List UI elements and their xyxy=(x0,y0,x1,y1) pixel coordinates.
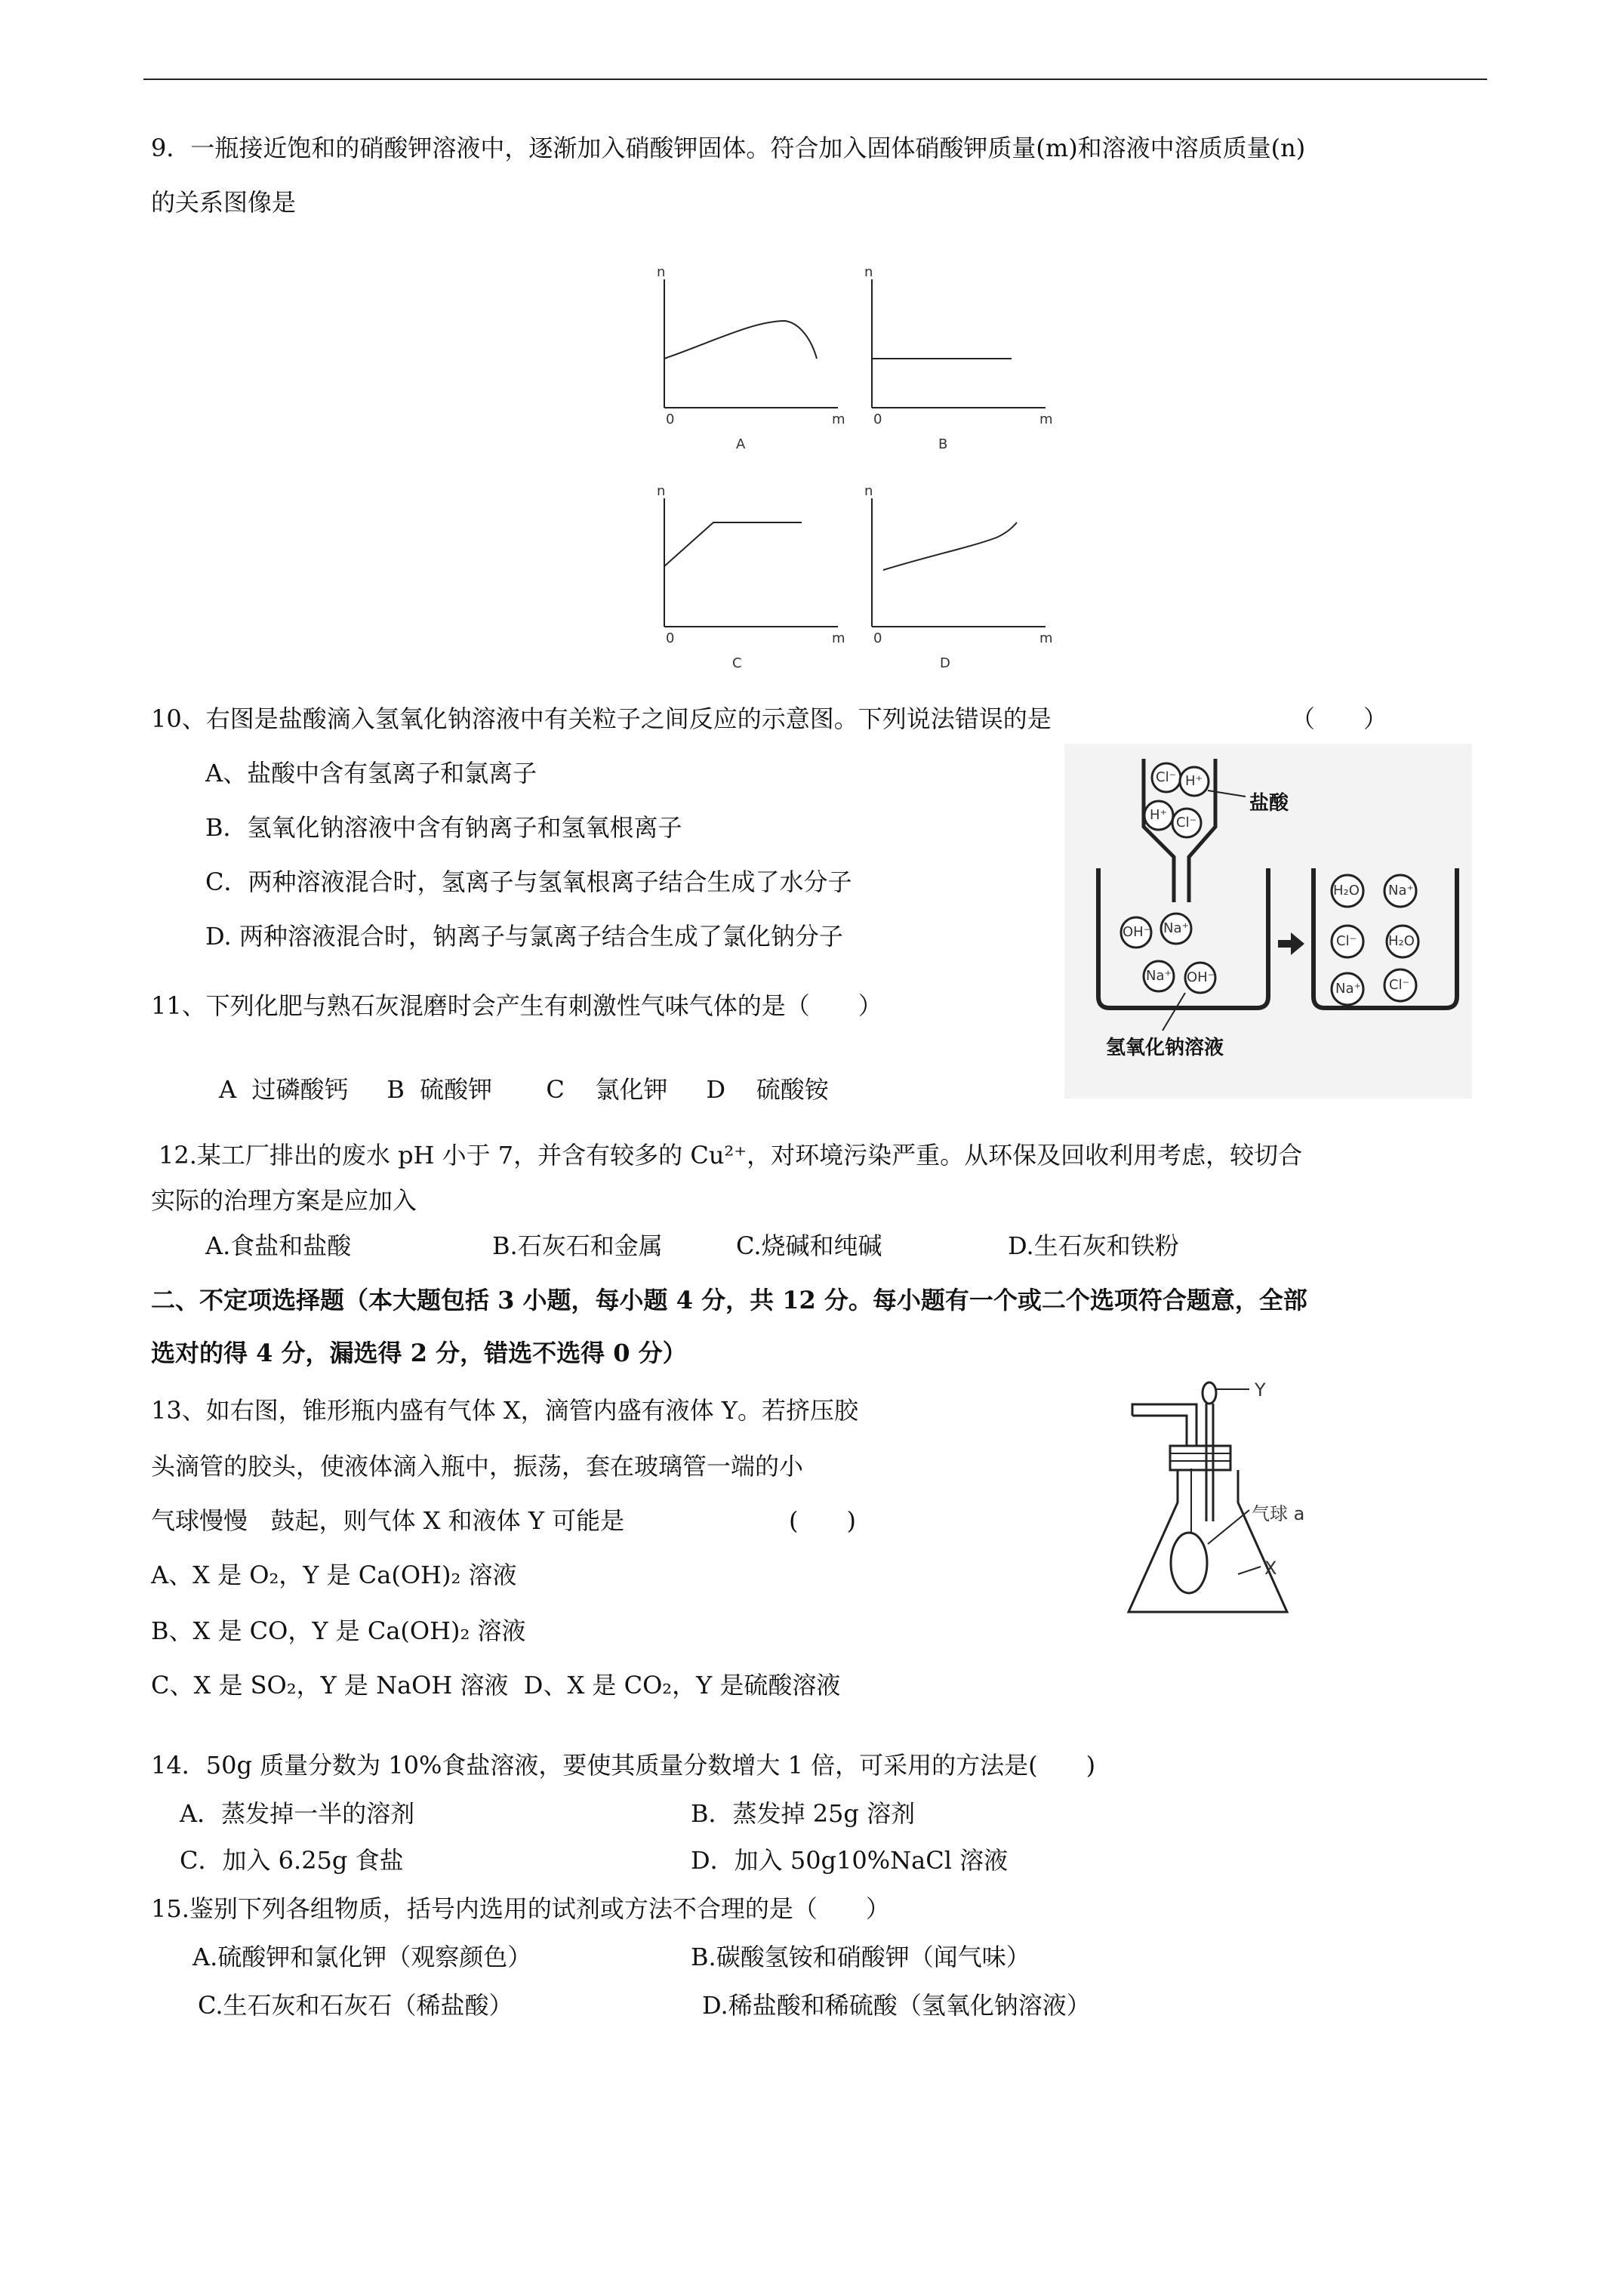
q12-option-a[interactable]: A.食盐和盐酸 xyxy=(205,1231,352,1260)
q10-ion-dropper-3: H⁺ xyxy=(1150,807,1168,823)
q13-flask-figure xyxy=(1117,1370,1374,1620)
q10-ion-right-3: Cl⁻ xyxy=(1336,933,1357,949)
q12-stem-line2: 实际的治理方案是应加入 xyxy=(151,1186,417,1215)
q13-label-x: X xyxy=(1264,1558,1277,1579)
q13-stem-line2: 头滴管的胶头，使液体滴入瓶中，振荡，套在玻璃管一端的小 xyxy=(151,1452,804,1481)
q10-label-acid: 盐酸 xyxy=(1249,792,1289,815)
q9-graph-b-ylabel: n xyxy=(864,264,873,280)
q10-ion-left-2: Na⁺ xyxy=(1163,920,1189,936)
q12-option-c[interactable]: C.烧碱和纯碱 xyxy=(736,1231,882,1260)
q13-label-balloon: 气球 a xyxy=(1252,1503,1305,1524)
q9-graph-b-label: B xyxy=(938,436,948,452)
section2-heading-line2: 选对的得 4 分，漏选得 2 分，错选不选得 0 分） xyxy=(151,1339,687,1367)
q15-option-c[interactable]: C.生石灰和石灰石（稀盐酸） xyxy=(198,1991,513,2020)
q13-label-y: Y xyxy=(1255,1379,1266,1401)
q15-stem: 15.鉴别下列各组物质，括号内选用的试剂或方法不合理的是（ ） xyxy=(151,1894,890,1923)
q9-graph-c[interactable] xyxy=(642,483,868,710)
q9-graph-a-label: A xyxy=(736,436,746,452)
q13-answer-paren[interactable]: ( ) xyxy=(789,1506,856,1535)
q10-answer-paren[interactable]: （ ） xyxy=(1291,704,1388,733)
q9-graph-c-xlabel: m xyxy=(832,630,845,646)
q10-ion-right-1: H₂O xyxy=(1333,883,1360,898)
q10-option-d[interactable]: D. 两种溶液混合时，钠离子与氯离子结合生成了氯化钠分子 xyxy=(205,922,843,951)
q14-option-c[interactable]: C．加入 6.25g 食盐 xyxy=(180,1846,404,1875)
q10-ion-dropper-4: Cl⁻ xyxy=(1176,815,1197,831)
q9-graph-a-xlabel: m xyxy=(832,411,845,427)
q10-stem: 10、右图是盐酸滴入氢氧化钠溶液中有关粒子之间反应的示意图。下列说法错误的是 xyxy=(151,704,1052,733)
q9-graph-b-xlabel: m xyxy=(1039,411,1053,427)
q14-option-d[interactable]: D．加入 50g10%NaCl 溶液 xyxy=(691,1846,1009,1875)
q14-option-a[interactable]: A．蒸发掉一半的溶剂 xyxy=(180,1799,415,1828)
q10-option-c[interactable]: C．两种溶液混合时，氢离子与氢氧根离子结合生成了水分子 xyxy=(205,868,852,896)
q10-option-a[interactable]: A、盐酸中含有氢离子和氯离子 xyxy=(205,759,537,787)
q10-ion-right-2: Na⁺ xyxy=(1388,883,1414,898)
q10-label-base: 氢氧化钠溶液 xyxy=(1106,1037,1224,1059)
q11-stem: 11、下列化肥与熟石灰混磨时会产生有刺激性气味气体的是（ ） xyxy=(151,991,882,1020)
q12-stem-line1: 12.某工厂排出的废水 pH 小于 7，并含有较多的 Cu²⁺，对环境污染严重。从环保及回收利用考虑，较切合 xyxy=(159,1141,1303,1170)
q10-ion-right-4: H₂O xyxy=(1388,933,1415,949)
q10-ion-dropper-2: H⁺ xyxy=(1185,773,1203,789)
q13-stem-line3: 气球慢慢 鼓起，则气体 X 和液体 Y 可能是 xyxy=(151,1506,625,1535)
q10-ion-dropper-1: Cl⁻ xyxy=(1156,769,1177,785)
q10-ion-left-3: Na⁺ xyxy=(1146,968,1172,984)
section2-heading-line1: 二、不定项选择题（本大题包括 3 小题，每小题 4 分，共 12 分。每小题有一个或二个选项符合题意，全部 xyxy=(151,1286,1307,1314)
q9-graph-d[interactable] xyxy=(849,483,1076,710)
q9-graph-a-origin: 0 xyxy=(666,411,675,427)
q11-options[interactable]: A 过磷酸钙 B 硫酸钾 C 氯化钾 D 硫酸铵 xyxy=(219,1075,829,1104)
q9-graph-d-origin: 0 xyxy=(873,630,882,646)
q14-option-b[interactable]: B．蒸发掉 25g 溶剂 xyxy=(691,1799,916,1828)
q9-graph-a[interactable] xyxy=(642,264,868,491)
header-rule xyxy=(143,79,1487,80)
q13-option-a[interactable]: A、X 是 O₂，Y 是 Ca(OH)₂ 溶液 xyxy=(151,1561,517,1589)
q13-option-b[interactable]: B、X 是 CO，Y 是 Ca(OH)₂ 溶液 xyxy=(151,1616,526,1645)
q9-stem-line1: 9．一瓶接近饱和的硝酸钾溶液中，逐渐加入硝酸钾固体。符合加入固体硝酸钾质量(m)和溶液中溶质质量(n) xyxy=(151,134,1306,162)
q13-stem-line1: 13、如右图，锥形瓶内盛有气体 X，滴管内盛有液体 Y。若挤压胶 xyxy=(151,1396,858,1425)
q9-graph-a-ylabel: n xyxy=(657,264,666,280)
q9-graph-b-origin: 0 xyxy=(873,411,882,427)
q15-option-d[interactable]: D.稀盐酸和稀硫酸（氢氧化钠溶液） xyxy=(702,1991,1091,2020)
q10-ion-left-4: OH⁻ xyxy=(1187,969,1215,985)
q14-stem: 14．50g 质量分数为 10%食盐溶液，要使其质量分数增大 1 倍，可采用的方法是( ) xyxy=(151,1751,1096,1780)
q9-graph-c-ylabel: n xyxy=(657,483,666,499)
q9-graph-c-label: C xyxy=(732,655,742,671)
q15-option-a[interactable]: A.硫酸钾和氯化钾（观察颜色） xyxy=(192,1943,532,1971)
q15-option-b[interactable]: B.碳酸氢铵和硝酸钾（闻气味） xyxy=(691,1943,1030,1971)
q9-stem-line2: 的关系图像是 xyxy=(151,188,297,217)
q9-graph-d-label: D xyxy=(940,655,950,671)
q10-ion-left-1: OH⁻ xyxy=(1123,924,1151,940)
q9-graph-b[interactable] xyxy=(849,264,1076,491)
q12-option-b[interactable]: B.石灰石和金属 xyxy=(492,1231,663,1260)
q9-graph-d-ylabel: n xyxy=(864,483,873,499)
q10-reaction-figure xyxy=(1064,744,1472,1099)
q9-graph-c-origin: 0 xyxy=(666,630,675,646)
q13-option-cd[interactable]: C、X 是 SO₂，Y 是 NaOH 溶液 D、X 是 CO₂，Y 是硫酸溶液 xyxy=(151,1671,841,1700)
q9-graph-d-xlabel: m xyxy=(1039,630,1053,646)
q12-option-d[interactable]: D.生石灰和铁粉 xyxy=(1008,1231,1179,1260)
q10-ion-right-6: Cl⁻ xyxy=(1389,977,1410,993)
q10-option-b[interactable]: B．氢氧化钠溶液中含有钠离子和氢氧根离子 xyxy=(205,813,682,842)
q10-ion-right-5: Na⁺ xyxy=(1335,981,1361,997)
